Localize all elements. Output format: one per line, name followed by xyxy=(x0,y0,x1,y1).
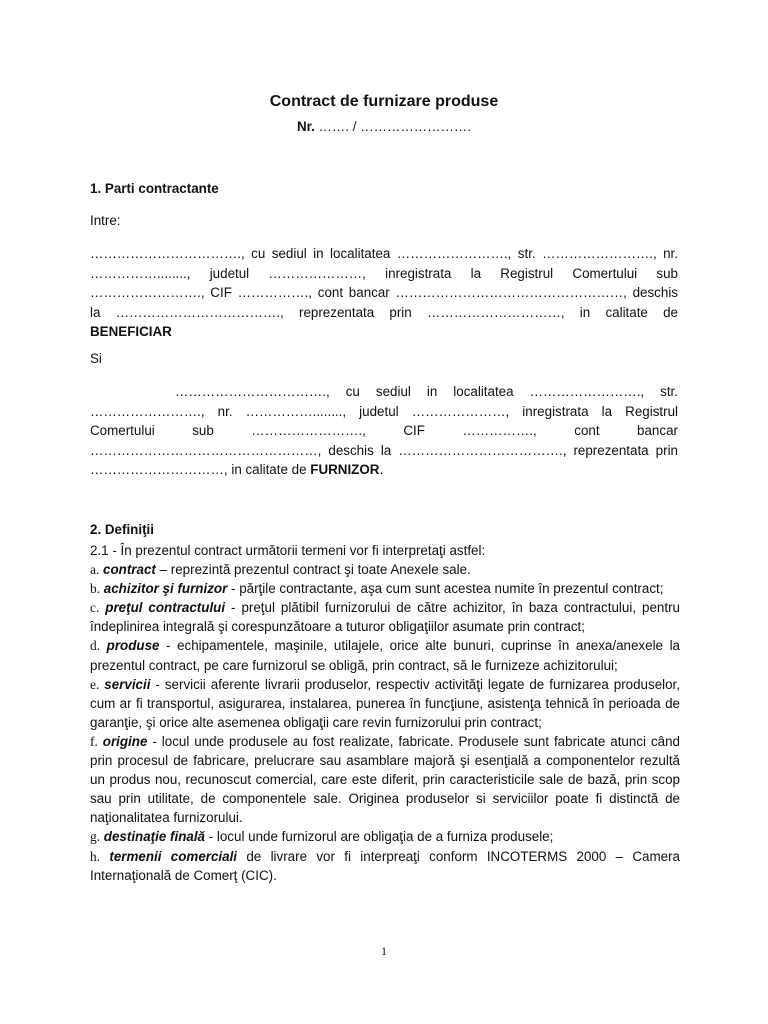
section-1-heading: 1. Parti contractante xyxy=(90,181,219,196)
definitions-block xyxy=(90,541,680,885)
definition-letter: c. xyxy=(90,600,100,616)
definition-term: contract xyxy=(103,562,156,578)
beneficiary-text: ……………………………., cu sediul in localitatea ……………………., str. ……………………., nr. ……………........, judetul …………………, inregistrata la Registrul Comertului sub ……………………., CIF ……………., cont bancar ……………………………………………, deschis la ………………………………., reprezentata prin …………………………, in calitate de xyxy=(90,246,678,320)
definition-item xyxy=(90,636,680,674)
definition-term: achizitor şi furnizor xyxy=(103,581,228,597)
definition-item xyxy=(90,560,680,579)
supplier-text: ……………………………., cu sediul in localitatea ……………………., str. ……………………., nr. ……………........, judetul …………………, inregistrata la Registrul Comertului sub ……………………., CIF ……………., cont bancar ……………………………………………, deschis la ………………………………., reprezentata prin …………………………, in calitate de xyxy=(90,384,678,477)
definition-term: produse xyxy=(106,638,160,654)
definition-letter: h. xyxy=(90,848,101,864)
definition-term: origine xyxy=(102,733,148,749)
definition-text: - preţul plătibil furnizorului de către achizitor, în baza contractului, pentru îndeplinirea integrală şi corespunzătoare a tuturor obligaţiilor asumate prin contract; xyxy=(90,600,680,635)
definition-item xyxy=(90,827,680,846)
definition-item xyxy=(90,732,680,827)
supplier-role: FURNIZOR xyxy=(310,462,380,477)
definition-text: - echipamentele, maşinile, utilajele, orice alte bunuri, cuprinse în anexa/anexele la prezentul contract, pe care furnizorul se obligă, prin contract, să le furnizeze achizitorului; xyxy=(90,638,680,673)
definition-letter: g. xyxy=(90,829,101,845)
supplier-end: . xyxy=(379,462,384,477)
intro-label: Intre: xyxy=(90,213,121,228)
section-2-heading: 2. Definiţii xyxy=(90,522,154,537)
beneficiary-role: BENEFICIAR xyxy=(90,324,172,339)
definition-text: – reprezintă prezentul contract şi toate Anexele sale. xyxy=(155,562,471,578)
definition-item xyxy=(90,579,680,598)
definition-term: destinaţie finală xyxy=(103,829,205,845)
definition-text: de livrare vor fi interpreaţi conform INCOTERMS 2000 – Camera Internaţională de Comerţ (CIC). xyxy=(90,848,680,883)
definition-letter: e. xyxy=(90,676,100,692)
definition-letter: f. xyxy=(90,733,98,749)
beneficiary-paragraph xyxy=(90,244,678,342)
definitions-intro: 2.1 - În prezentul contract următorii termeni vor fi interpretaţi astfel: xyxy=(90,543,486,558)
number-label: Nr. xyxy=(296,119,315,134)
definition-text: - părţile contractante, aşa cum sunt acestea numite în prezentul contract; xyxy=(227,581,664,597)
connector-label: Si xyxy=(90,351,102,366)
definition-item xyxy=(90,675,680,732)
definition-term: servicii xyxy=(104,676,151,692)
definition-text: - locul unde furnizorul are obligaţia de a furniza produsele; xyxy=(204,829,554,845)
definition-item xyxy=(90,847,680,885)
contract-number-line xyxy=(0,119,768,134)
document-title: Contract de furnizare produse xyxy=(269,93,499,110)
number-value: ……. / ……………………. xyxy=(314,119,472,134)
definition-letter: b. xyxy=(90,581,101,597)
definition-text: - servicii aferente livrarii produselor, respectiv activităţi legate de furnizarea produselor, cum ar fi transportul, asigurarea, instalarea, punerea în funcţiune, asistenţa tehnică în perioada de garanţie, şi orice alte asemenea obligaţii care revin furnizorului prin contract; xyxy=(90,676,680,730)
page-number: 1 xyxy=(381,944,387,958)
definition-text: - locul unde produsele au fost realizate, fabricate. Produsele sunt fabricate atunci când prin procesul de fabricare, prelucrare sau asamblare majoră şi esenţială a componentelor rezultă un produs nou, recunoscut comercial, care este diferit, prin caracteristicile sale de bază, prin scop sau prin utilitate, de componentele sale. Originea produselor si serviciilor poate fi distinctă de naţionalitatea furnizorului. xyxy=(90,733,680,826)
definition-letter: d. xyxy=(90,638,101,654)
definition-term: preţul contractului xyxy=(105,600,226,616)
supplier-paragraph xyxy=(90,382,678,480)
definition-letter: a. xyxy=(90,562,100,578)
definition-term: termenii comerciali xyxy=(109,848,238,864)
definition-item xyxy=(90,598,680,636)
